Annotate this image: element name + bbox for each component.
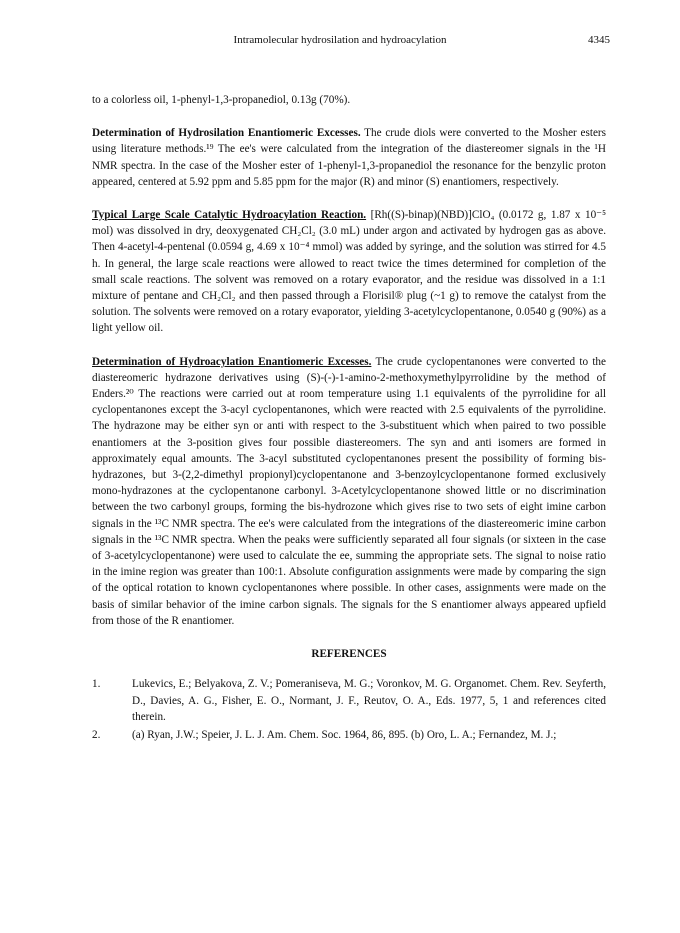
- reference-text: Lukevics, E.; Belyakova, Z. V.; Pomeraniseva, M. G.; Voronkov, M. G. Organomet. Chem. Rev. Seyferth, D., Davies, A. G., Fisher, E. O., Normant, J. F., Reutov, O. A., Eds. 1977, 5, 1 and references cited therein.: [132, 678, 606, 723]
- reference-number: 2.: [92, 728, 101, 741]
- reference-number: 1.: [92, 678, 101, 691]
- page-number: 4345: [588, 34, 610, 46]
- reference-item: [92, 676, 606, 725]
- running-title: Intramolecular hydrosilation and hydroacylation: [233, 34, 447, 46]
- section-lead-hydroacylation-ee: Determination of Hydroacylation Enantiomeric Excesses.: [92, 355, 372, 368]
- paragraph-hydrosilation-ee: [92, 125, 606, 190]
- paragraph-text: The crude cyclopentanones were converted to the diastereomeric hydrazone derivatives using (S)-(-)-1-amino-2-methoxymethylpyrrolidine by the method of Enders.²⁰ The reactions were carried out at room temperature using 1.1 equivalents of the pyrrolidine for all cyclopentanones except the 3-acyl cyclopentanones, which were reacted with 2.5 equivalents of the pyrrolidine. The hydrazone may be either syn or anti with respect to the 3-substituent which when paired to two possible enantiomers at the 3-position gives four possible diastereomers. The syn and anti isomers are formed in approximately equal amounts. The 3-acyl substituted cyclopentanones present the possibility of forming bis-hydrazones, but 3-(2,2-dimethyl propionyl)cyclopentanone and 3-benzoylcyclopentanone formed exclusively mono-hydrazones at the cyclopentanone carbonyl. 3-Acetylcyclopentanone showed little or no discrimination between the two carbonyl groups, forming the bis-hydrozone which gives rise to two sets of eight imine carbon signals in the ¹³C NMR spectra. The ee's were calculated from the integrations of the diastereomeric imine carbon signals in the ¹³C NMR spectra. When the peaks were sufficiently separated all four signals (or sixteen in the case of 3-acetylcyclopentanone) were used to calculate the ee, summing the appropriate sets. The signal to noise ratio in the imine region was greater than 100:1. Absolute configuration assignments were made by comparing the sign of the optical rotation to known cyclopentanones where possible. In other cases, assignments were made on the basis of similar behavior of the imine carbon signals. The signals for the S enantiomer always appeared upfield from those of the R enantiomer.: [92, 355, 606, 627]
- reference-item: [92, 727, 606, 743]
- section-lead-large-scale-hydroacylation: Typical Large Scale Catalytic Hydroacylation Reaction.: [92, 209, 367, 222]
- reference-text: (a) Ryan, J.W.; Speier, J. L. J. Am. Chem. Soc. 1964, 86, 895. (b) Oro, L. A.; Fernandez, M. J.;: [132, 728, 557, 741]
- paragraph-hydroacylation-ee: [92, 354, 606, 629]
- paragraph-text: [Rh((S)-binap)(NBD)]ClO₄ (0.0172 g, 1.87 x 10⁻⁵ mol) was dissolved in dry, deoxygenated CH₂Cl₂ (3.0 mL) under argon and activated by hydrogen gas as above. Then 4-acetyl-4-pentenal (0.0594 g, 4.69 x 10⁻⁴ mmol) was added by syringe, and the solution was stirred for 4.5 h. In general, the large scale reactions were allowed to react twice the times determined for completion of the small scale reactions. The solvent was removed on a rotary evaporator, and the residue was dissolved in a 1:1 mixture of pentane and CH₂Cl₂ and then passed through a Florisil® plug (~1 g) to remove the catalyst from the solution. The solvents were removed on a rotary evaporator, yielding 3-acetylcyclopentanone, 0.0540 g (90%) as a light yellow oil.: [92, 209, 606, 335]
- references-heading: REFERENCES: [311, 648, 387, 661]
- paragraph-large-scale-hydroacylation: [92, 207, 606, 337]
- paragraph-continuation: [92, 92, 606, 108]
- section-lead-hydrosilation-ee: Determination of Hydrosilation Enantiomeric Excesses.: [92, 127, 361, 140]
- paragraph-text: to a colorless oil, 1-phenyl-1,3-propanediol, 0.13g (70%).: [92, 94, 351, 106]
- body-text: [92, 92, 606, 745]
- paragraph-text: The crude diols were converted to the Mosher esters using literature methods.¹⁹ The ee's were calculated from the integration of the diastereomer signals in the ¹H NMR spectra. In the case of the Mosher ester of 1-phenyl-1,3-propanediol the resonance for the benzylic proton appeared, centered at 5.92 ppm and 5.85 ppm for the major (R) and minor (S) enantiomers, respectively.: [92, 127, 606, 188]
